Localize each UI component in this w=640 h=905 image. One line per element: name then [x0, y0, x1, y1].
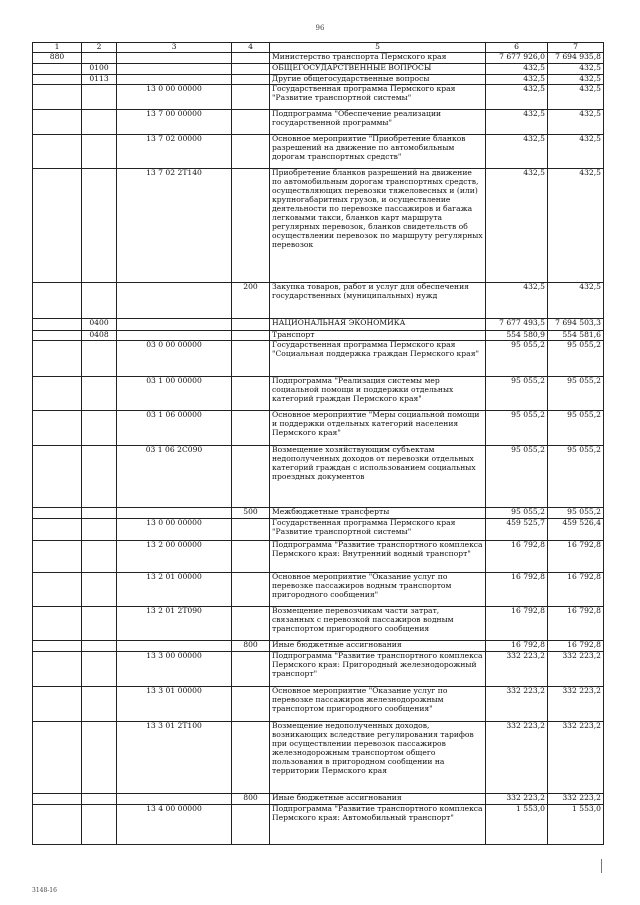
table-row: [33, 641, 604, 652]
budget-table: [32, 42, 604, 845]
cell-description: Приобретение бланков разрешений на движение по автомобильным дорогам транспортных средств, осуществляющих перевозки тяжеловесных и (или) крупногабаритных грузов, и осуществление деятельности по перевозке пассажиров и багажа легковыми такси, бланков карт маршрута регулярных перевозок, бланков свидетельств об осуществлении перевозок по маршруту регулярных перевозок: [270, 169, 486, 283]
cell-description: Иные бюджетные ассигнования: [270, 794, 486, 805]
cell-expense-type: [232, 541, 270, 573]
cell-section-code: 0408: [82, 331, 117, 341]
cell-description: Основное мероприятие "Оказание услуг по перевозке пассажиров водным транспортом пригородного сообщения": [270, 573, 486, 607]
cell-section-code: [82, 573, 117, 607]
header-cell: 7: [548, 43, 604, 53]
cell-description: Подпрограмма "Развитие транспортного комплекса Пермского края: Автомобильный транспорт": [270, 805, 486, 845]
cell-expense-type: [232, 85, 270, 110]
table-row: [33, 519, 604, 541]
cell-amount-year1: 332 223,2: [486, 722, 548, 794]
table-row: [33, 805, 604, 845]
cell-description: Подпрограмма "Реализация системы мер социальной помощи и поддержки отдельных категорий граждан Пермского края": [270, 377, 486, 411]
cell-ministry-code: [33, 573, 82, 607]
cell-section-code: [82, 652, 117, 687]
cell-ministry-code: 880: [33, 53, 82, 64]
cell-expense-type: [232, 607, 270, 641]
cell-amount-year1: 332 223,2: [486, 794, 548, 805]
table-row: [33, 687, 604, 722]
cell-expense-type: 800: [232, 641, 270, 652]
cell-expense-type: [232, 135, 270, 169]
cell-amount-year1: 7 677 926,0: [486, 53, 548, 64]
cell-description: Государственная программа Пермского края "Социальная поддержка граждан Пермского края": [270, 341, 486, 377]
cell-target-code: 13 7 02 00000: [117, 135, 232, 169]
cell-amount-year2: 7 694 935,8: [548, 53, 604, 64]
cell-expense-type: [232, 319, 270, 331]
cell-amount-year1: 16 792,8: [486, 641, 548, 652]
cell-ministry-code: [33, 607, 82, 641]
table-row: [33, 722, 604, 794]
cell-target-code: [117, 75, 232, 85]
cell-target-code: [117, 508, 232, 519]
cell-target-code: [117, 53, 232, 64]
cell-ministry-code: [33, 641, 82, 652]
cell-expense-type: [232, 377, 270, 411]
cell-section-code: [82, 541, 117, 573]
cell-ministry-code: [33, 331, 82, 341]
cell-description: НАЦИОНАЛЬНАЯ ЭКОНОМИКА: [270, 319, 486, 331]
cell-description: Министерство транспорта Пермского края: [270, 53, 486, 64]
cell-amount-year2: 16 792,8: [548, 607, 604, 641]
cell-expense-type: [232, 446, 270, 508]
cell-ministry-code: [33, 541, 82, 573]
cell-amount-year1: 95 055,2: [486, 446, 548, 508]
cell-amount-year2: 1 553,0: [548, 805, 604, 845]
cell-description: ОБЩЕГОСУДАРСТВЕННЫЕ ВОПРОСЫ: [270, 64, 486, 75]
cell-section-code: [82, 53, 117, 64]
cell-amount-year1: 332 223,2: [486, 687, 548, 722]
table-row: [33, 377, 604, 411]
cell-expense-type: [232, 687, 270, 722]
cell-target-code: 13 7 02 2T140: [117, 169, 232, 283]
cell-amount-year2: 95 055,2: [548, 508, 604, 519]
cell-amount-year2: 7 694 503,3: [548, 319, 604, 331]
cell-amount-year1: 432,5: [486, 85, 548, 110]
cell-target-code: 03 1 00 00000: [117, 377, 232, 411]
cell-description: Государственная программа Пермского края "Развитие транспортной системы": [270, 85, 486, 110]
cell-target-code: [117, 319, 232, 331]
cell-amount-year1: 432,5: [486, 64, 548, 75]
cell-description: Основное мероприятие "Меры социальной помощи и поддержки отдельных категорий населения Пермского края": [270, 411, 486, 446]
cell-expense-type: [232, 110, 270, 135]
cell-target-code: 13 0 00 00000: [117, 519, 232, 541]
table-row: [33, 508, 604, 519]
cell-description: Иные бюджетные ассигнования: [270, 641, 486, 652]
cell-amount-year1: 432,5: [486, 169, 548, 283]
cell-ministry-code: [33, 377, 82, 411]
cell-description: Другие общегосударственные вопросы: [270, 75, 486, 85]
cell-target-code: [117, 64, 232, 75]
cell-ministry-code: [33, 135, 82, 169]
cell-ministry-code: [33, 283, 82, 319]
cell-ministry-code: [33, 110, 82, 135]
cell-ministry-code: [33, 319, 82, 331]
cell-section-code: [82, 794, 117, 805]
table-row: [33, 573, 604, 607]
cell-description: Межбюджетные трансферты: [270, 508, 486, 519]
cell-section-code: [82, 687, 117, 722]
cell-amount-year2: 95 055,2: [548, 411, 604, 446]
cell-ministry-code: [33, 722, 82, 794]
cell-amount-year1: 16 792,8: [486, 607, 548, 641]
table-row: [33, 110, 604, 135]
cell-ministry-code: [33, 85, 82, 110]
cell-amount-year2: 16 792,8: [548, 641, 604, 652]
scan-mark: [601, 859, 602, 873]
cell-expense-type: [232, 411, 270, 446]
cell-target-code: 13 4 00 00000: [117, 805, 232, 845]
cell-ministry-code: [33, 446, 82, 508]
cell-amount-year2: 432,5: [548, 75, 604, 85]
header-row: [33, 43, 604, 53]
cell-expense-type: 800: [232, 794, 270, 805]
cell-description: Подпрограмма "Развитие транспортного комплекса Пермского края: Пригородный железнодорожный транспорт": [270, 652, 486, 687]
table-row: [33, 446, 604, 508]
cell-amount-year1: 16 792,8: [486, 541, 548, 573]
cell-target-code: [117, 794, 232, 805]
cell-amount-year2: 432,5: [548, 110, 604, 135]
cell-expense-type: [232, 75, 270, 85]
table-row: [33, 85, 604, 110]
cell-description: Транспорт: [270, 331, 486, 341]
cell-amount-year2: 459 526,4: [548, 519, 604, 541]
cell-amount-year2: 432,5: [548, 169, 604, 283]
cell-amount-year2: 432,5: [548, 283, 604, 319]
cell-amount-year1: 554 580,9: [486, 331, 548, 341]
cell-amount-year1: 432,5: [486, 135, 548, 169]
cell-amount-year1: 1 553,0: [486, 805, 548, 845]
cell-section-code: [82, 607, 117, 641]
header-cell: 2: [82, 43, 117, 53]
cell-amount-year2: 16 792,8: [548, 573, 604, 607]
cell-target-code: 13 2 01 2T090: [117, 607, 232, 641]
cell-expense-type: [232, 652, 270, 687]
cell-section-code: [82, 411, 117, 446]
cell-amount-year2: 95 055,2: [548, 446, 604, 508]
cell-section-code: 0113: [82, 75, 117, 85]
cell-amount-year1: 7 677 493,5: [486, 319, 548, 331]
cell-amount-year2: 95 055,2: [548, 377, 604, 411]
table-row: [33, 319, 604, 331]
cell-amount-year1: 95 055,2: [486, 411, 548, 446]
cell-amount-year1: 95 055,2: [486, 341, 548, 377]
cell-amount-year2: 432,5: [548, 85, 604, 110]
cell-amount-year1: 332 223,2: [486, 652, 548, 687]
cell-expense-type: 200: [232, 283, 270, 319]
cell-ministry-code: [33, 169, 82, 283]
cell-target-code: 03 1 06 2C090: [117, 446, 232, 508]
cell-target-code: [117, 331, 232, 341]
header-cell: 4: [232, 43, 270, 53]
cell-target-code: 13 2 00 00000: [117, 541, 232, 573]
cell-amount-year2: 432,5: [548, 135, 604, 169]
cell-amount-year2: 332 223,2: [548, 794, 604, 805]
cell-ministry-code: [33, 687, 82, 722]
cell-amount-year2: 332 223,2: [548, 652, 604, 687]
cell-section-code: [82, 377, 117, 411]
cell-description: Основное мероприятие "Приобретение бланков разрешений на движение по автомобильным дорогам транспортных средств": [270, 135, 486, 169]
table-row: [33, 652, 604, 687]
cell-expense-type: 500: [232, 508, 270, 519]
cell-section-code: [82, 110, 117, 135]
cell-target-code: 13 3 01 2T100: [117, 722, 232, 794]
cell-description: Основное мероприятие "Оказание услуг по перевозке пассажиров железнодорожным транспортом пригородного сообщения": [270, 687, 486, 722]
cell-target-code: 13 3 00 00000: [117, 652, 232, 687]
table-row: [33, 75, 604, 85]
cell-amount-year1: 432,5: [486, 75, 548, 85]
table-row: [33, 341, 604, 377]
cell-ministry-code: [33, 341, 82, 377]
cell-expense-type: [232, 64, 270, 75]
header-cell: 3: [117, 43, 232, 53]
cell-section-code: [82, 519, 117, 541]
cell-ministry-code: [33, 519, 82, 541]
cell-expense-type: [232, 805, 270, 845]
cell-section-code: [82, 135, 117, 169]
cell-section-code: [82, 722, 117, 794]
cell-section-code: [82, 283, 117, 319]
cell-amount-year2: 432,5: [548, 64, 604, 75]
cell-target-code: 13 3 01 00000: [117, 687, 232, 722]
cell-expense-type: [232, 341, 270, 377]
cell-target-code: 13 2 01 00000: [117, 573, 232, 607]
cell-amount-year1: 459 525,7: [486, 519, 548, 541]
cell-amount-year1: 95 055,2: [486, 377, 548, 411]
cell-description: Подпрограмма "Обеспечение реализации государственной программы": [270, 110, 486, 135]
table-row: [33, 541, 604, 573]
cell-target-code: 13 0 00 00000: [117, 85, 232, 110]
cell-ministry-code: [33, 64, 82, 75]
cell-expense-type: [232, 53, 270, 64]
table-row: [33, 135, 604, 169]
cell-target-code: [117, 641, 232, 652]
cell-ministry-code: [33, 411, 82, 446]
cell-section-code: [82, 341, 117, 377]
cell-target-code: 13 7 00 00000: [117, 110, 232, 135]
header-cell: 6: [486, 43, 548, 53]
table-row: [33, 169, 604, 283]
page-number: 96: [315, 24, 325, 32]
cell-target-code: [117, 283, 232, 319]
footer-code: 3148-16: [32, 887, 57, 894]
cell-ministry-code: [33, 508, 82, 519]
cell-section-code: [82, 641, 117, 652]
cell-section-code: [82, 169, 117, 283]
cell-amount-year2: 332 223,2: [548, 722, 604, 794]
cell-section-code: [82, 85, 117, 110]
table-row: [33, 64, 604, 75]
cell-description: Государственная программа Пермского края "Развитие транспортной системы": [270, 519, 486, 541]
cell-description: Возмещение перевозчикам части затрат, связанных с перевозкой пассажиров водным транспортом пригородного сообщения: [270, 607, 486, 641]
table-row: [33, 411, 604, 446]
cell-ministry-code: [33, 75, 82, 85]
table-row: [33, 794, 604, 805]
cell-expense-type: [232, 169, 270, 283]
cell-expense-type: [232, 519, 270, 541]
cell-ministry-code: [33, 794, 82, 805]
cell-description: Подпрограмма "Развитие транспортного комплекса Пермского края: Внутренний водный транспорт": [270, 541, 486, 573]
cell-expense-type: [232, 573, 270, 607]
cell-amount-year1: 95 055,2: [486, 508, 548, 519]
header-cell: 5: [270, 43, 486, 53]
cell-amount-year1: 432,5: [486, 110, 548, 135]
cell-amount-year2: 16 792,8: [548, 541, 604, 573]
table-row: [33, 53, 604, 64]
cell-target-code: 03 1 06 00000: [117, 411, 232, 446]
cell-amount-year1: 16 792,8: [486, 573, 548, 607]
header-cell: 1: [33, 43, 82, 53]
cell-section-code: [82, 446, 117, 508]
cell-section-code: 0400: [82, 319, 117, 331]
cell-amount-year2: 554 581,6: [548, 331, 604, 341]
cell-section-code: [82, 508, 117, 519]
table-row: [33, 283, 604, 319]
cell-section-code: [82, 805, 117, 845]
cell-section-code: 0100: [82, 64, 117, 75]
table-row: [33, 607, 604, 641]
cell-expense-type: [232, 722, 270, 794]
cell-description: Возмещение недополученных доходов, возникающих вследствие регулирования тарифов при осуществлении перевозок пассажиров железнодорожным транспортом общего пользования в пригородном сообщении на территории Пермского края: [270, 722, 486, 794]
cell-ministry-code: [33, 652, 82, 687]
cell-ministry-code: [33, 805, 82, 845]
cell-amount-year2: 332 223,2: [548, 687, 604, 722]
table-row: [33, 331, 604, 341]
cell-description: Закупка товаров, работ и услуг для обеспечения государственных (муниципальных) нужд: [270, 283, 486, 319]
cell-description: Возмещение хозяйствующим субъектам недополученных доходов от перевозки отдельных категорий граждан с использованием социальных проездных документов: [270, 446, 486, 508]
cell-amount-year1: 432,5: [486, 283, 548, 319]
cell-expense-type: [232, 331, 270, 341]
cell-target-code: 03 0 00 00000: [117, 341, 232, 377]
cell-amount-year2: 95 055,2: [548, 341, 604, 377]
